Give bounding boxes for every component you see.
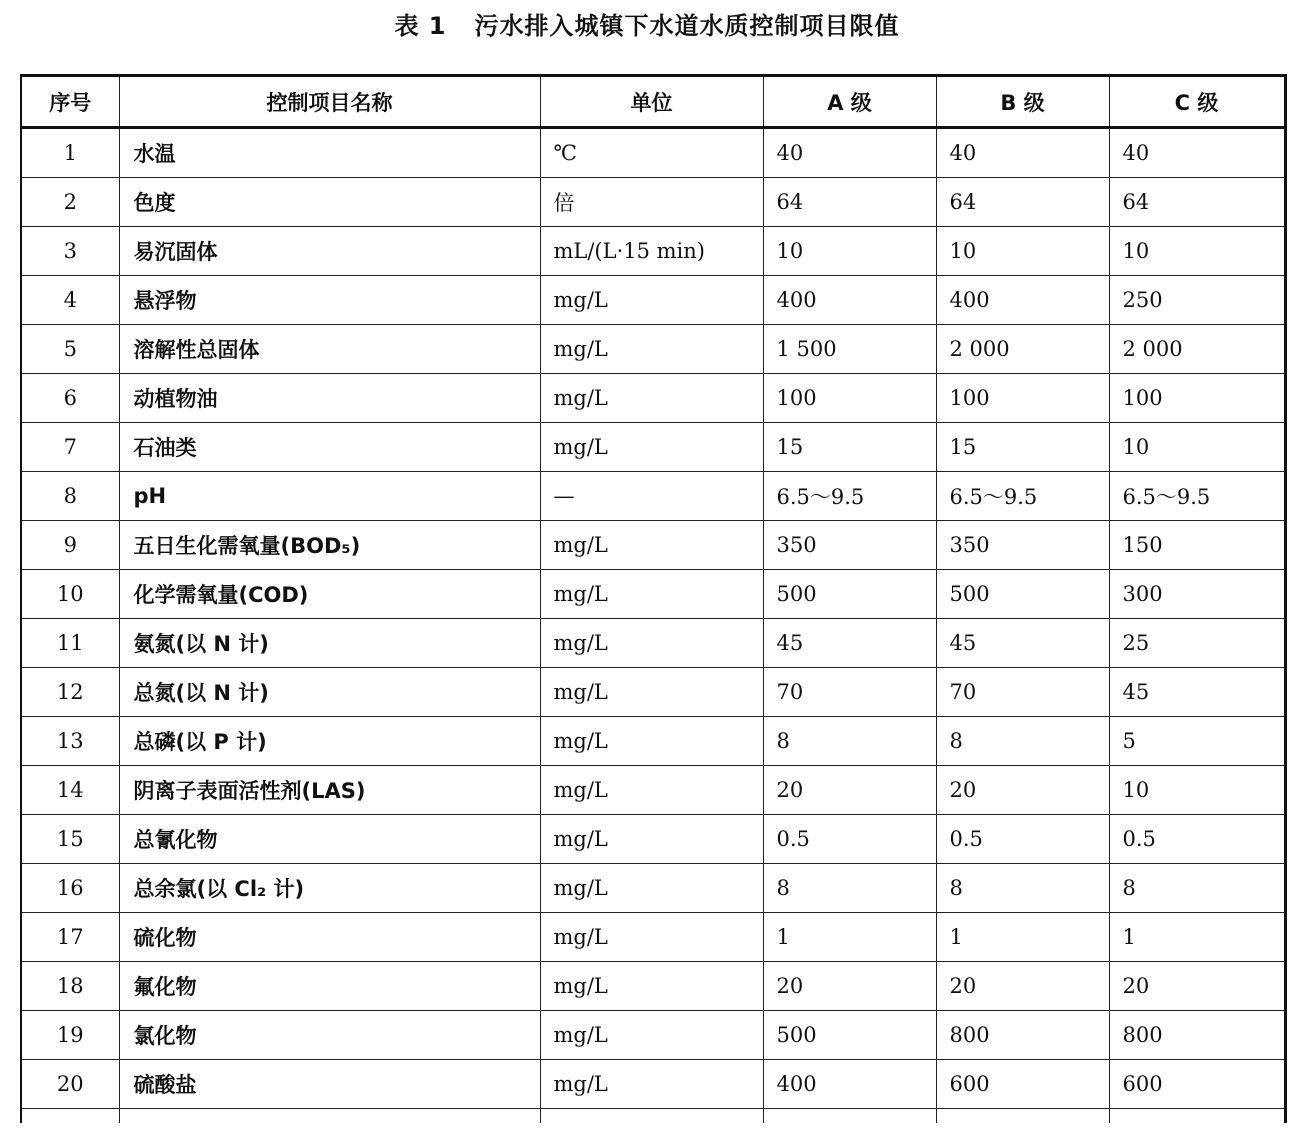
table-row xyxy=(21,521,1285,570)
cell-item-name: 水温 xyxy=(119,128,540,178)
cell-item-name: 总氰化物 xyxy=(119,815,540,864)
header-row xyxy=(21,76,1285,128)
cell-grade-b: 350 xyxy=(936,521,1109,570)
cell-serial-number: 4 xyxy=(21,276,119,325)
cell-grade-c: 8 xyxy=(1109,864,1285,913)
empty-cell xyxy=(1109,1109,1285,1124)
cell-unit: mg/L xyxy=(540,619,763,668)
cell-item-name: 阴离子表面活性剂(LAS) xyxy=(119,766,540,815)
cell-grade-b: 800 xyxy=(936,1011,1109,1060)
cell-grade-c: 10 xyxy=(1109,423,1285,472)
header-item-name: 控制项目名称 xyxy=(119,76,540,128)
cell-grade-c: 5 xyxy=(1109,717,1285,766)
cell-grade-c: 64 xyxy=(1109,178,1285,227)
cell-grade-b: 10 xyxy=(936,227,1109,276)
cell-item-name: 总磷(以 P 计) xyxy=(119,717,540,766)
cell-unit: mg/L xyxy=(540,1060,763,1109)
cell-serial-number: 13 xyxy=(21,717,119,766)
cell-unit: mg/L xyxy=(540,668,763,717)
cell-serial-number: 6 xyxy=(21,374,119,423)
cell-item-name: 氯化物 xyxy=(119,1011,540,1060)
cell-grade-b: 8 xyxy=(936,864,1109,913)
cell-unit: mg/L xyxy=(540,570,763,619)
cell-serial-number: 14 xyxy=(21,766,119,815)
cell-serial-number: 17 xyxy=(21,913,119,962)
cell-grade-a: 1 500 xyxy=(763,325,936,374)
cell-grade-a: 350 xyxy=(763,521,936,570)
cell-serial-number: 15 xyxy=(21,815,119,864)
cell-grade-a: 8 xyxy=(763,717,936,766)
table-row xyxy=(21,128,1285,178)
empty-cell xyxy=(763,1109,936,1124)
cell-grade-a: 10 xyxy=(763,227,936,276)
cell-grade-a: 20 xyxy=(763,766,936,815)
cell-grade-c: 250 xyxy=(1109,276,1285,325)
cell-item-name: 氟化物 xyxy=(119,962,540,1011)
cell-grade-b: 600 xyxy=(936,1060,1109,1109)
table-row xyxy=(21,178,1285,227)
cell-grade-b: 20 xyxy=(936,962,1109,1011)
empty-cell xyxy=(936,1109,1109,1124)
cell-grade-a: 8 xyxy=(763,864,936,913)
header-unit: 单位 xyxy=(540,76,763,128)
cell-grade-a: 400 xyxy=(763,276,936,325)
cell-serial-number: 7 xyxy=(21,423,119,472)
cell-grade-a: 40 xyxy=(763,128,936,178)
cell-unit: mg/L xyxy=(540,423,763,472)
cell-grade-c: 300 xyxy=(1109,570,1285,619)
cell-grade-c: 150 xyxy=(1109,521,1285,570)
cell-grade-a: 500 xyxy=(763,1011,936,1060)
cell-grade-a: 64 xyxy=(763,178,936,227)
table-row xyxy=(21,766,1285,815)
table-row-continuation xyxy=(21,1109,1285,1124)
cell-grade-c: 40 xyxy=(1109,128,1285,178)
table-row xyxy=(21,325,1285,374)
cell-grade-b: 1 xyxy=(936,913,1109,962)
header-serial-number: 序号 xyxy=(21,76,119,128)
cell-grade-c: 0.5 xyxy=(1109,815,1285,864)
water-quality-limits-table xyxy=(20,74,1287,1123)
cell-serial-number: 9 xyxy=(21,521,119,570)
cell-item-name: 悬浮物 xyxy=(119,276,540,325)
cell-grade-b: 500 xyxy=(936,570,1109,619)
cell-serial-number: 19 xyxy=(21,1011,119,1060)
cell-grade-b: 2 000 xyxy=(936,325,1109,374)
cell-grade-b: 70 xyxy=(936,668,1109,717)
cell-unit: mg/L xyxy=(540,766,763,815)
table-row xyxy=(21,1011,1285,1060)
cell-serial-number: 20 xyxy=(21,1060,119,1109)
cell-unit: mg/L xyxy=(540,374,763,423)
cell-item-name: 色度 xyxy=(119,178,540,227)
cell-grade-c: 45 xyxy=(1109,668,1285,717)
cell-item-name: 动植物油 xyxy=(119,374,540,423)
cell-grade-c: 20 xyxy=(1109,962,1285,1011)
cell-item-name: 硫酸盐 xyxy=(119,1060,540,1109)
cell-unit: mg/L xyxy=(540,815,763,864)
cell-grade-b: 6.5～9.5 xyxy=(936,472,1109,521)
cell-grade-b: 15 xyxy=(936,423,1109,472)
cell-unit: 倍 xyxy=(540,178,763,227)
cell-serial-number: 12 xyxy=(21,668,119,717)
cell-serial-number: 11 xyxy=(21,619,119,668)
cell-grade-a: 1 xyxy=(763,913,936,962)
table-row xyxy=(21,668,1285,717)
table-row xyxy=(21,864,1285,913)
cell-grade-b: 8 xyxy=(936,717,1109,766)
cell-grade-b: 400 xyxy=(936,276,1109,325)
header-grade-a: A 级 xyxy=(763,76,936,128)
cell-grade-c: 6.5～9.5 xyxy=(1109,472,1285,521)
table-body xyxy=(21,128,1285,1124)
cell-grade-a: 0.5 xyxy=(763,815,936,864)
cell-grade-c: 10 xyxy=(1109,227,1285,276)
table-row xyxy=(21,276,1285,325)
cell-unit: mg/L xyxy=(540,717,763,766)
cell-item-name: 易沉固体 xyxy=(119,227,540,276)
table-row xyxy=(21,374,1285,423)
cell-grade-a: 500 xyxy=(763,570,936,619)
cell-grade-c: 10 xyxy=(1109,766,1285,815)
cell-grade-c: 25 xyxy=(1109,619,1285,668)
cell-grade-a: 45 xyxy=(763,619,936,668)
cell-grade-c: 800 xyxy=(1109,1011,1285,1060)
cell-serial-number: 16 xyxy=(21,864,119,913)
table-row xyxy=(21,962,1285,1011)
cell-grade-c: 2 000 xyxy=(1109,325,1285,374)
cell-unit: mg/L xyxy=(540,1011,763,1060)
cell-serial-number: 3 xyxy=(21,227,119,276)
cell-serial-number: 8 xyxy=(21,472,119,521)
table-row xyxy=(21,619,1285,668)
table-title: 表 1 污水排入城镇下水道水质控制项目限值 xyxy=(394,12,900,40)
cell-unit: mg/L xyxy=(540,276,763,325)
cell-item-name: 五日生化需氧量(BOD₅) xyxy=(119,521,540,570)
cell-grade-c: 1 xyxy=(1109,913,1285,962)
cell-serial-number: 5 xyxy=(21,325,119,374)
table-row xyxy=(21,815,1285,864)
table-row xyxy=(21,717,1285,766)
table-row xyxy=(21,1060,1285,1109)
cell-unit: — xyxy=(540,472,763,521)
cell-grade-a: 400 xyxy=(763,1060,936,1109)
cell-item-name: 总余氯(以 Cl₂ 计) xyxy=(119,864,540,913)
table-row xyxy=(21,227,1285,276)
cell-item-name: 石油类 xyxy=(119,423,540,472)
cell-item-name: 总氮(以 N 计) xyxy=(119,668,540,717)
cell-unit: mg/L xyxy=(540,913,763,962)
cell-unit: mg/L xyxy=(540,325,763,374)
cell-grade-b: 0.5 xyxy=(936,815,1109,864)
cell-item-name: pH xyxy=(119,472,540,521)
header-grade-c: C 级 xyxy=(1109,76,1285,128)
table-row xyxy=(21,913,1285,962)
cell-item-name: 溶解性总固体 xyxy=(119,325,540,374)
cell-grade-a: 15 xyxy=(763,423,936,472)
cell-grade-a: 6.5～9.5 xyxy=(763,472,936,521)
cell-grade-c: 600 xyxy=(1109,1060,1285,1109)
cell-serial-number: 1 xyxy=(21,128,119,178)
cell-unit: mg/L xyxy=(540,864,763,913)
empty-cell xyxy=(119,1109,540,1124)
cell-grade-b: 64 xyxy=(936,178,1109,227)
cell-grade-b: 100 xyxy=(936,374,1109,423)
table-row xyxy=(21,472,1285,521)
header-grade-b: B 级 xyxy=(936,76,1109,128)
cell-grade-b: 20 xyxy=(936,766,1109,815)
cell-unit: mg/L xyxy=(540,962,763,1011)
cell-grade-c: 100 xyxy=(1109,374,1285,423)
cell-item-name: 氨氮(以 N 计) xyxy=(119,619,540,668)
empty-cell xyxy=(21,1109,119,1124)
cell-item-name: 硫化物 xyxy=(119,913,540,962)
empty-cell xyxy=(540,1109,763,1124)
table-row xyxy=(21,423,1285,472)
cell-unit: ℃ xyxy=(540,128,763,178)
cell-unit: mg/L xyxy=(540,521,763,570)
cell-unit: mL/(L·15 min) xyxy=(540,227,763,276)
cell-item-name: 化学需氧量(COD) xyxy=(119,570,540,619)
cell-grade-a: 100 xyxy=(763,374,936,423)
cell-grade-b: 45 xyxy=(936,619,1109,668)
cell-serial-number: 18 xyxy=(21,962,119,1011)
cell-grade-a: 70 xyxy=(763,668,936,717)
cell-grade-a: 20 xyxy=(763,962,936,1011)
cell-grade-b: 40 xyxy=(936,128,1109,178)
cell-serial-number: 2 xyxy=(21,178,119,227)
table-row xyxy=(21,570,1285,619)
cell-serial-number: 10 xyxy=(21,570,119,619)
